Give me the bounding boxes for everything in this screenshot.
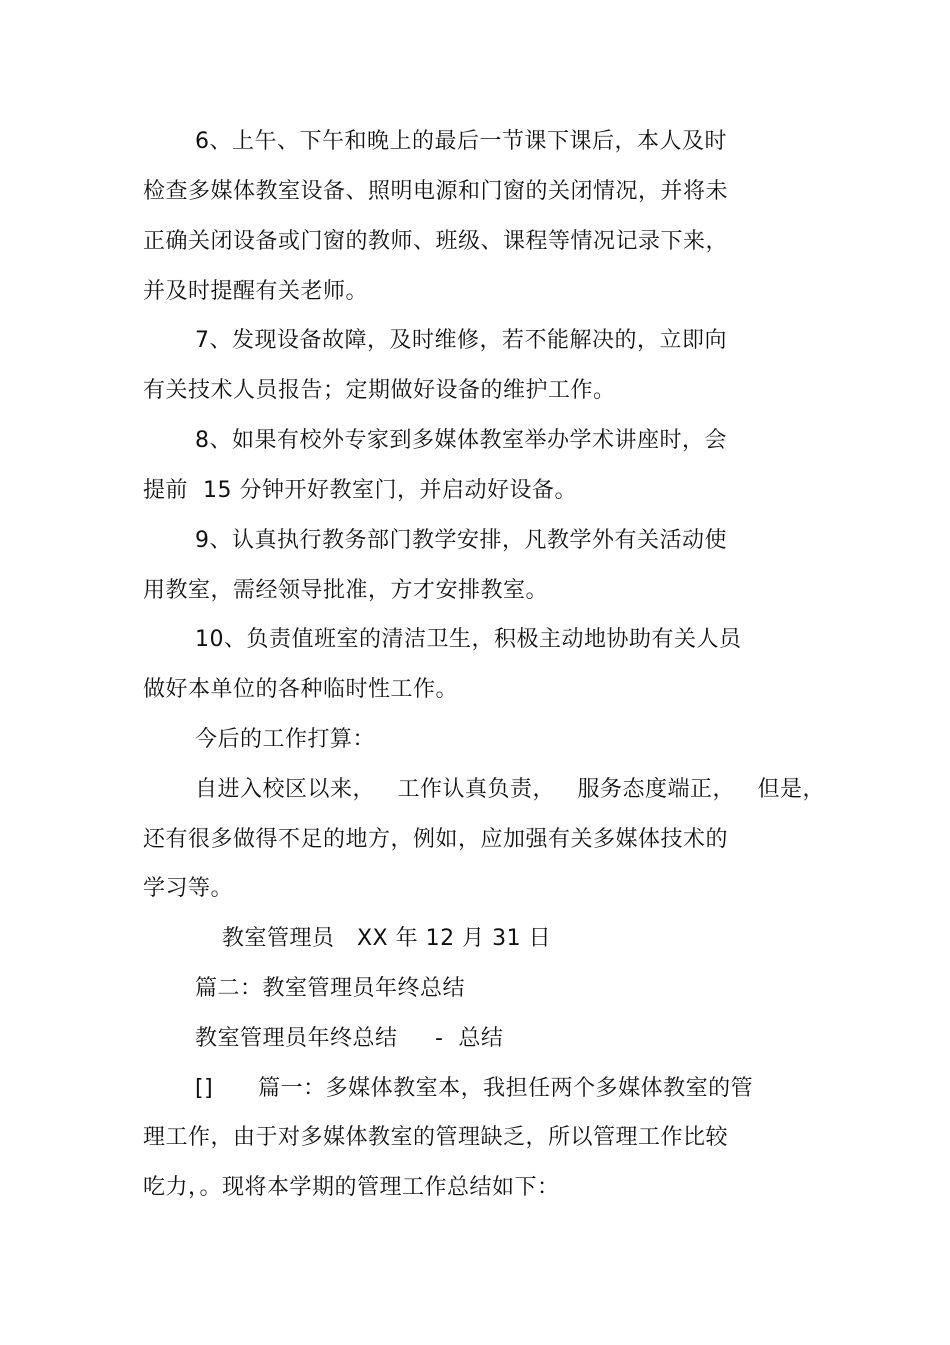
item-7-line-2: 有关技术人员报告；定期做好设备的维护工作。	[143, 378, 616, 403]
signature-line: 教室管理员 XX 年 12 月 31 日	[222, 926, 552, 951]
future-plan-heading: 今后的工作打算：	[195, 727, 376, 752]
item-8-line-2: 提前 15 分钟开好教室门，并启动好设备。	[143, 478, 577, 503]
item-7-line-1: 7、发现设备故障，及时维修，若不能解决的，立即向	[195, 328, 727, 353]
future-plan-line-1: 自进入校区以来， 工作认真负责， 服务态度端正， 但是，	[195, 777, 825, 802]
item-9-line-2: 用教室，需经领导批准，方才安排教室。	[143, 578, 549, 603]
future-plan-line-3: 学习等。	[143, 876, 234, 901]
item-6-line-3: 正确关闭设备或门窗的教师、班级、课程等情况记录下来，	[143, 229, 729, 254]
item-10-line-2: 做好本单位的各种临时性工作。	[143, 677, 459, 702]
section-two-subtitle: 教室管理员年终总结 - 总结	[195, 1026, 504, 1051]
item-8-line-1: 8、如果有校外专家到多媒体教室举办学术讲座时，会	[195, 428, 727, 453]
item-9-line-1: 9、认真执行教务部门教学安排，凡教学外有关活动使	[195, 528, 727, 553]
section-two-line-2: 理工作，由于对多媒体教室的管理缺乏，所以管理工作比较	[143, 1125, 729, 1150]
item-6-line-2: 检查多媒体教室设备、照明电源和门窗的关闭情况，并将未	[143, 179, 729, 204]
section-two-line-3: 吃力，。现将本学期的管理工作总结如下：	[143, 1175, 560, 1200]
section-two-line-1: [] 篇一：多媒体教室本，我担任两个多媒体教室的管	[195, 1076, 754, 1101]
item-10-line-1: 10、负责值班室的清洁卫生，积极主动地协助有关人员	[195, 627, 742, 652]
future-plan-line-2: 还有很多做得不足的地方，例如，应加强有关多媒体技术的	[143, 827, 729, 852]
section-two-heading: 篇二：教室管理员年终总结	[195, 976, 466, 1001]
item-6-line-4: 并及时提醒有关老师。	[143, 279, 369, 304]
item-6-line-1: 6、上午、下午和晚上的最后一节课下课后，本人及时	[195, 129, 727, 154]
